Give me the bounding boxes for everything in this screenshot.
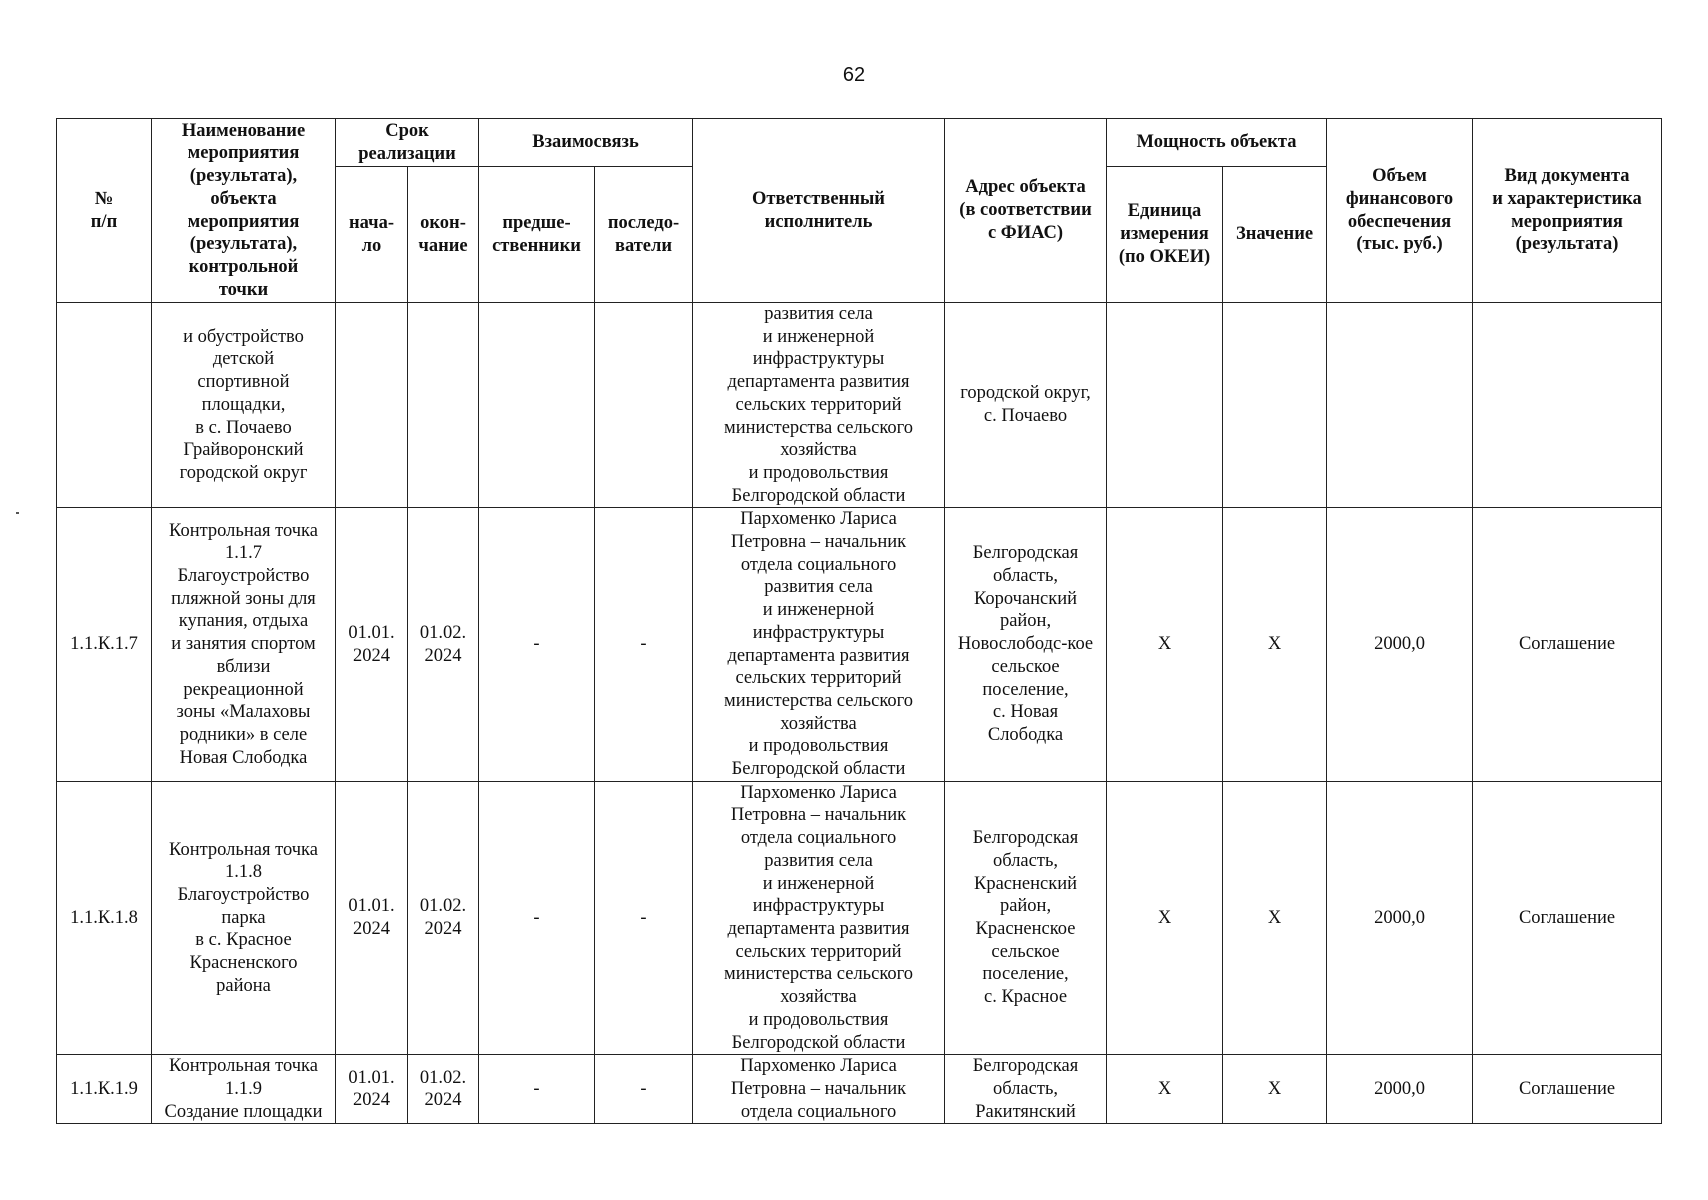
table-row bbox=[57, 303, 1662, 508]
cell-value: X bbox=[1223, 1055, 1327, 1124]
cell-succ: - bbox=[595, 1055, 693, 1124]
cell-start bbox=[336, 303, 408, 508]
header-volume: Объем финансового обеспечения (тыс. руб.) bbox=[1327, 119, 1473, 303]
header-address: Адрес объекта (в соответствии с ФИАС) bbox=[945, 119, 1107, 303]
cell-address: Белгородская область, Ракитянский bbox=[945, 1055, 1107, 1124]
cell-unit: X bbox=[1107, 1055, 1223, 1124]
page-number: 62 bbox=[842, 64, 866, 86]
cell-volume: 2000,0 bbox=[1327, 1055, 1473, 1124]
cell-end: 01.02. 2024 bbox=[408, 1055, 479, 1124]
cell-start: 01.01. 2024 bbox=[336, 781, 408, 1054]
cell-value bbox=[1223, 303, 1327, 508]
cell-pred: - bbox=[479, 781, 595, 1054]
cell-name: Контрольная точка 1.1.7 Благоустройство пляжной зоны для купания, отдыха и занятия спортом вблизи рекреационной зоны «Малаховы родники» в селе Новая Слободка bbox=[152, 508, 336, 781]
cell-address: Белгородская область, Красненский район, Красненское сельское поселение, с. Красное bbox=[945, 781, 1107, 1054]
cell-succ: - bbox=[595, 508, 693, 781]
cell-value: X bbox=[1223, 508, 1327, 781]
cell-num bbox=[57, 303, 152, 508]
cell-responsible: Пархоменко Лариса Петровна – начальник отдела социального bbox=[693, 1055, 945, 1124]
cell-value: X bbox=[1223, 781, 1327, 1054]
cell-pred: - bbox=[479, 1055, 595, 1124]
table-row bbox=[57, 1055, 1662, 1124]
header-period-start: нача- ло bbox=[336, 167, 408, 303]
cell-volume bbox=[1327, 303, 1473, 508]
header-link-pred: предше- ственники bbox=[479, 167, 595, 303]
header-link-succ: последо- ватели bbox=[595, 167, 693, 303]
cell-responsible: развития села и инженерной инфраструктуры департамента развития сельских территорий министерства сельского хозяйства и продовольствия Белгородской области bbox=[693, 303, 945, 508]
cell-name: Контрольная точка 1.1.9 Создание площадки bbox=[152, 1055, 336, 1124]
header-link: Взаимосвязь bbox=[479, 119, 693, 167]
header-capacity: Мощность объекта bbox=[1107, 119, 1327, 167]
cell-address: Белгородская область, Корочанский район, Новослободс-кое сельское поселение, с. Новая Слободка bbox=[945, 508, 1107, 781]
cell-end bbox=[408, 303, 479, 508]
cell-unit: X bbox=[1107, 781, 1223, 1054]
cell-succ bbox=[595, 303, 693, 508]
cell-end: 01.02. 2024 bbox=[408, 781, 479, 1054]
header-doc-type: Вид документа и характеристика мероприятия (результата) bbox=[1473, 119, 1662, 303]
cell-unit: X bbox=[1107, 508, 1223, 781]
cell-pred bbox=[479, 303, 595, 508]
cell-doc: Соглашение bbox=[1473, 781, 1662, 1054]
cell-num: 1.1.К.1.9 bbox=[57, 1055, 152, 1124]
cell-doc: Соглашение bbox=[1473, 1055, 1662, 1124]
header-name: Наименование мероприятия (результата), объекта мероприятия (результата), контрольной точки bbox=[152, 119, 336, 303]
header-responsible: Ответственный исполнитель bbox=[693, 119, 945, 303]
cell-succ: - bbox=[595, 781, 693, 1054]
header-capacity-value: Значение bbox=[1223, 167, 1327, 303]
cell-num: 1.1.К.1.8 bbox=[57, 781, 152, 1054]
header-num: № п/п bbox=[57, 119, 152, 303]
cell-unit bbox=[1107, 303, 1223, 508]
cell-num: 1.1.К.1.7 bbox=[57, 508, 152, 781]
table-row bbox=[57, 781, 1662, 1054]
header-period: Срок реализации bbox=[336, 119, 479, 167]
table-row bbox=[57, 508, 1662, 781]
cell-start: 01.01. 2024 bbox=[336, 1055, 408, 1124]
plan-table bbox=[56, 118, 1662, 1124]
cell-start: 01.01. 2024 bbox=[336, 508, 408, 781]
cell-doc bbox=[1473, 303, 1662, 508]
margin-mark bbox=[16, 512, 19, 514]
cell-pred: - bbox=[479, 508, 595, 781]
cell-name: и обустройство детской спортивной площадки, в с. Почаево Грайворонский городской округ bbox=[152, 303, 336, 508]
cell-responsible: Пархоменко Лариса Петровна – начальник отдела социального развития села и инженерной инфраструктуры департамента развития сельских территорий министерства сельского хозяйства и продовольствия Белгородской области bbox=[693, 781, 945, 1054]
cell-end: 01.02. 2024 bbox=[408, 508, 479, 781]
cell-volume: 2000,0 bbox=[1327, 781, 1473, 1054]
cell-responsible: Пархоменко Лариса Петровна – начальник отдела социального развития села и инженерной инфраструктуры департамента развития сельских территорий министерства сельского хозяйства и продовольствия Белгородской области bbox=[693, 508, 945, 781]
header-capacity-unit: Единица измерения (по ОКЕИ) bbox=[1107, 167, 1223, 303]
cell-name: Контрольная точка 1.1.8 Благоустройство парка в с. Красное Красненского района bbox=[152, 781, 336, 1054]
cell-doc: Соглашение bbox=[1473, 508, 1662, 781]
header-period-end: окон- чание bbox=[408, 167, 479, 303]
cell-address: городской округ, с. Почаево bbox=[945, 303, 1107, 508]
cell-volume: 2000,0 bbox=[1327, 508, 1473, 781]
